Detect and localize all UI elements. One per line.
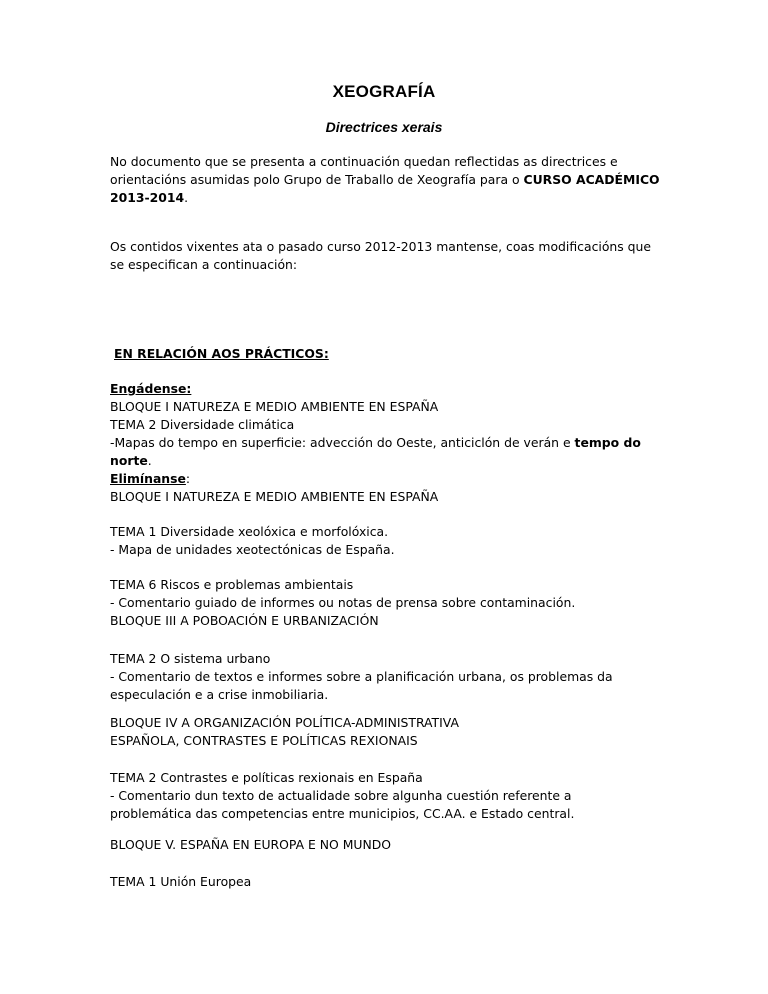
bloque-title: BLOQUE I NATUREZA E MEDIO AMBIENTE EN ESPAÑA <box>110 489 439 504</box>
section-heading: Engádense: <box>110 381 192 396</box>
document-title: XEOGRAFÍA <box>332 82 436 101</box>
intro-line: No documento que se presenta a continuación quedan reflectidas as directrices e <box>110 154 618 169</box>
eliminanse-tema1 <box>110 523 680 559</box>
contents-line: se especifican a continuación: <box>110 257 298 272</box>
list-item: -Mapas do tempo en superficie: advección do Oeste, anticiclón de verán e tempo do <box>110 435 641 450</box>
bloque-title: BLOQUE I NATUREZA E MEDIO AMBIENTE EN ESPAÑA <box>110 399 439 414</box>
course-year: 2013-2014 <box>110 190 185 205</box>
bloque4 <box>110 714 680 750</box>
tema-title: TEMA 2 Contrastes e políticas rexionais en España <box>110 770 423 785</box>
bloque4-tema2 <box>110 769 680 823</box>
bloque3-tema2 <box>110 650 680 704</box>
contents-paragraph <box>110 238 680 274</box>
intro-line: orientacións asumidas polo Grupo de Traballo de Xeografía para o CURSO ACADÉMICO <box>110 172 660 187</box>
contents-line: Os contidos vixentes ata o pasado curso 2012-2013 mantense, coas modificacións que <box>110 239 651 254</box>
document-subtitle: Directrices xerais <box>325 119 443 135</box>
intro-line: 2013-2014. <box>110 190 189 205</box>
tema-title: TEMA 1 Diversidade xeolóxica e morfolóxica. <box>110 524 389 539</box>
bloque5-tema1 <box>110 873 680 891</box>
list-item: norte. <box>110 453 152 468</box>
bloque-title: BLOQUE IV A ORGANIZACIÓN POLÍTICA-ADMINISTRATIVA <box>110 715 459 730</box>
bloque3 <box>110 612 680 630</box>
bloque5 <box>110 836 680 854</box>
list-item: especulación e a crise inmobiliaria. <box>110 687 329 702</box>
eliminanse-section <box>110 470 680 506</box>
list-item: - Comentario de textos e informes sobre a planificación urbana, os problemas da <box>110 669 613 684</box>
list-item: - Comentario dun texto de actualidade sobre algunha cuestión referente a <box>110 788 572 803</box>
section-heading: Elimínanse: <box>110 471 191 486</box>
list-item: - Comentario guiado de informes ou notas de prensa sobre contaminación. <box>110 595 576 610</box>
tema-title: TEMA 2 O sistema urbano <box>110 651 271 666</box>
tema-title: TEMA 1 Unión Europea <box>110 874 252 889</box>
eliminanse-tema6 <box>110 576 680 612</box>
bloque-title: BLOQUE V. ESPAÑA EN EUROPA E NO MUNDO <box>110 837 392 852</box>
course-label: CURSO ACADÉMICO <box>523 172 660 187</box>
tema-title: TEMA 2 Diversidade climática <box>110 417 295 432</box>
bloque-title: BLOQUE III A POBOACIÓN E URBANIZACIÓN <box>110 613 379 628</box>
bloque-title: ESPAÑOLA, CONTRASTES E POLÍTICAS REXIONAIS <box>110 733 418 748</box>
list-item: problemática das competencias entre municipios, CC.AA. e Estado central. <box>110 806 575 821</box>
intro-paragraph <box>110 153 680 207</box>
engadense-section <box>110 380 680 470</box>
practicos-heading: EN RELACIÓN AOS PRÁCTICOS: <box>114 346 329 361</box>
tema-title: TEMA 6 Riscos e problemas ambientais <box>110 577 354 592</box>
list-item: - Mapa de unidades xeotectónicas de España. <box>110 542 395 557</box>
